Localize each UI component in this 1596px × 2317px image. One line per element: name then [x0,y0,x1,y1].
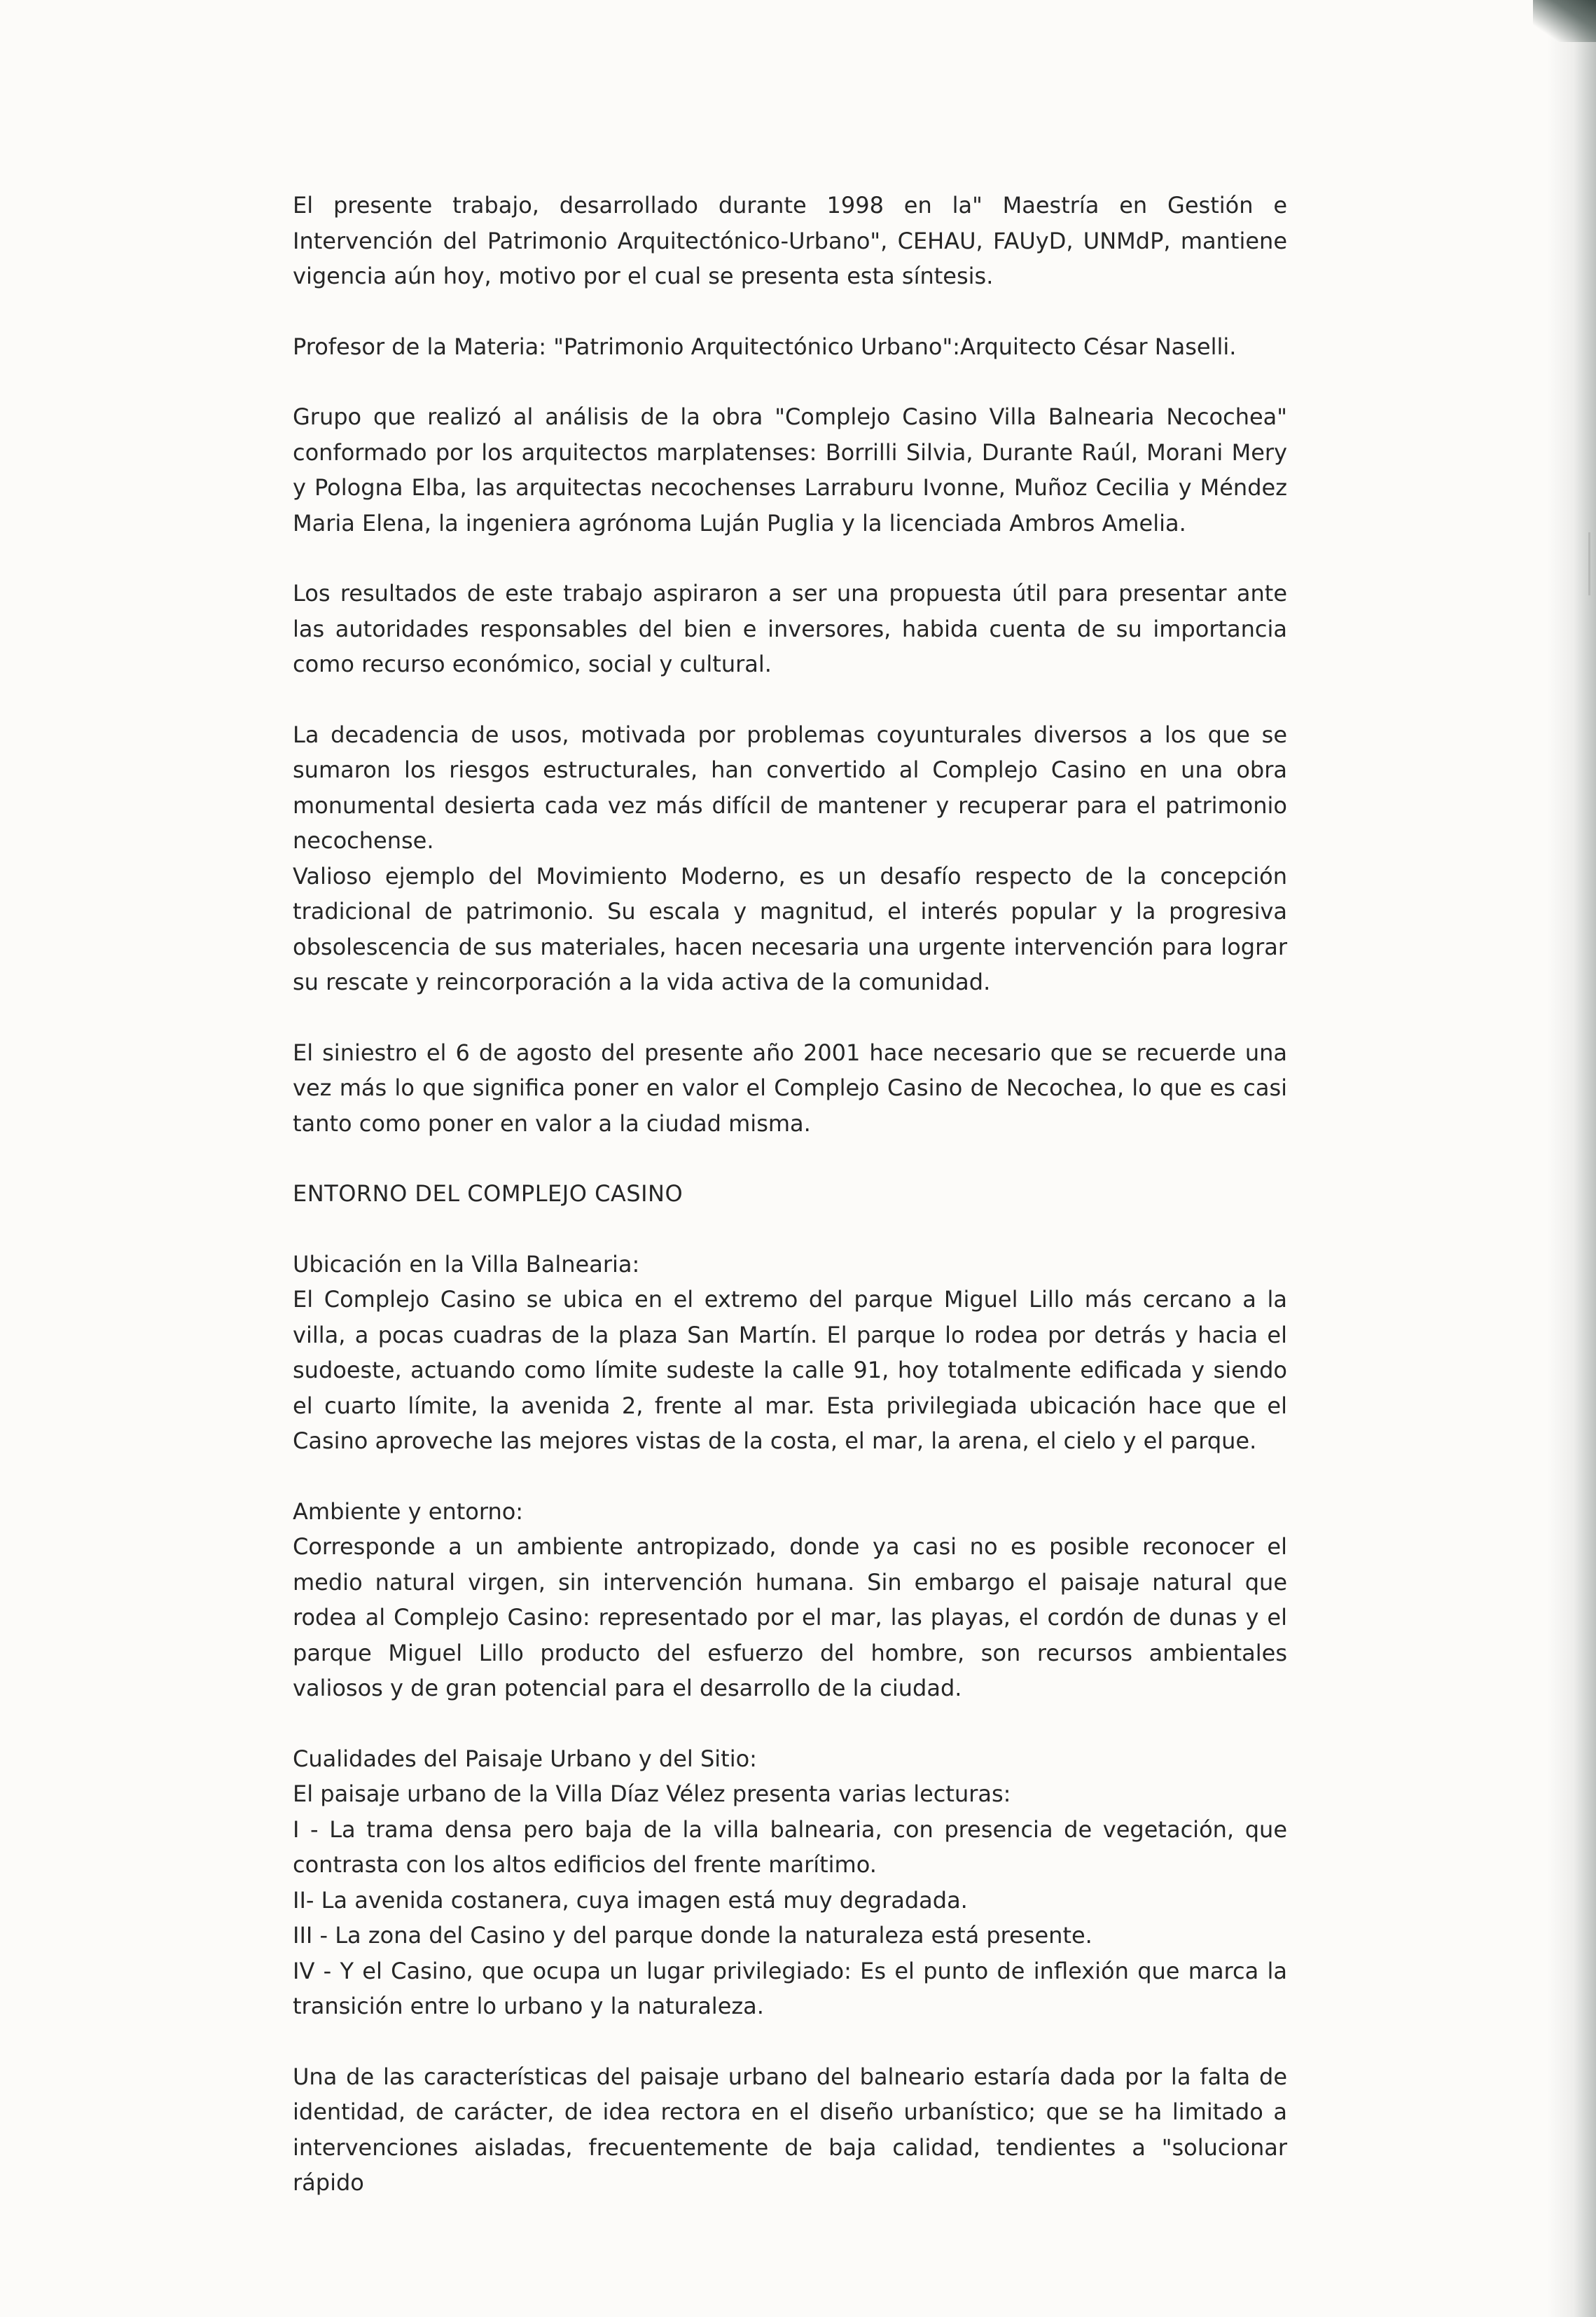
siniestro-paragraph: El siniestro el 6 de agosto del presente año 2001 hace necesario que se recuerde una vez más lo que significa poner en valor el Complejo Casino de Necochea, lo que es casi tanto como poner en valor a la ciudad misma. [293,1039,1287,1137]
profesor-paragraph: Profesor de la Materia: "Patrimonio Arquitectónico Urbano":Arquitecto César Naselli. [293,333,1237,360]
cualidades-intro: El paisaje urbano de la Villa Díaz Vélez presenta varias lecturas: [293,1780,1011,1807]
resultados-paragraph: Los resultados de este trabajo aspiraron a ser una propuesta útil para presentar ante las autoridades responsables del bien e inversores, habida cuenta de su importancia como recurso económico, social y cultural. [293,580,1287,677]
ubicacion-body: El Complejo Casino se ubica en el extremo del parque Miguel Lillo más cercano a la villa, a pocas cuadras de la plaza San Martín. El parque lo rodea por detrás y hacia el sudoeste, actuando como límite sudeste la calle 91, hoy totalmente edificada y siendo el cuarto límite, la avenida 2, frente al mar. Esta privilegiada ubicación hace que el Casino aproveche las mejores vistas de la costa, el mar, la arena, el cielo y el parque. [293,1286,1287,1454]
text-column [293,188,1287,2201]
decadencia-paragraph: La decadencia de usos, motivada por problemas coyunturales diversos a los que se sumaron los riesgos estructurales, han convertido al Complejo Casino en una obra monumental desierta cada vez más difícil de mantener y recuperar para el patrimonio necochense. [293,721,1287,854]
cualidades-title: Cualidades del Paisaje Urbano y del Sitio: [293,1745,757,1772]
cualidades-item-4: IV - Y el Casino, que ocupa un lugar privilegiado: Es el punto de inflexión que marca la transición entre lo urbano y la naturaleza. [293,1957,1287,2019]
grupo-paragraph: Grupo que realizó al análisis de la obra "Complejo Casino Villa Balnearia Necochea" conformado por los arquitectos marplatenses: Borrilli Silvia, Durante Raúl, Morani Mery y Pologna Elba, las arquitectas necochenses Larraburu Ivonne, Muñoz Cecilia y Méndez Maria Elena, la ingeniera agrónoma Luján Puglia y la licenciada Ambros Amelia. [293,403,1287,537]
valioso-paragraph: Valioso ejemplo del Movimiento Moderno, es un desafío respecto de la concepción tradicional de patrimonio. Su escala y magnitud, el interés popular y la progresiva obsolescencia de sus materiales, hacen necesaria una urgente intervención para lograr su rescate y reincorporación a la vida activa de la comunidad. [293,862,1287,995]
cualidades-item-3: III - La zona del Casino y del parque donde la naturaleza está presente. [293,1922,1092,1949]
page-edge-mark [1588,532,1590,595]
final-paragraph: Una de las características del paisaje urbano del balneario estaría dada por la falta de identidad, de carácter, de idea rectora en el diseño urbanístico; que se ha limitado a intervenciones aisladas, frecuentemente de baja calidad, tendientes a "solucionar rápido [293,2063,1287,2196]
section-heading: ENTORNO DEL COMPLEJO CASINO [293,1180,683,1207]
page-edge-shadow [1547,0,1596,2317]
page-corner-shadow [1533,0,1596,42]
cualidades-item-1: I - La trama densa pero baja de la villa balnearia, con presencia de vegetación, que contrasta con los altos edificios del frente marítimo. [293,1815,1287,1878]
ambiente-title: Ambiente y entorno: [293,1498,524,1525]
ubicacion-title: Ubicación en la Villa Balnearia: [293,1250,640,1278]
intro-paragraph: El presente trabajo, desarrollado durante 1998 en la" Maestría en Gestión e Intervención del Patrimonio Arquitectónico-Urbano", CEHAU, FAUyD, UNMdP, mantiene vigencia aún hoy, motivo por el cual se presenta esta síntesis. [293,192,1287,289]
cualidades-item-2: II- La avenida costanera, cuya imagen está muy degradada. [293,1886,968,1914]
ambiente-body: Corresponde a un ambiente antropizado, donde ya casi no es posible reconocer el medio natural virgen, sin intervención humana. Sin embargo el paisaje natural que rodea al Complejo Casino: representado por el mar, las playas, el cordón de dunas y el parque Miguel Lillo producto del esfuerzo del hombre, son recursos ambientales valiosos y de gran potencial para el desarrollo de la ciudad. [293,1533,1287,1701]
